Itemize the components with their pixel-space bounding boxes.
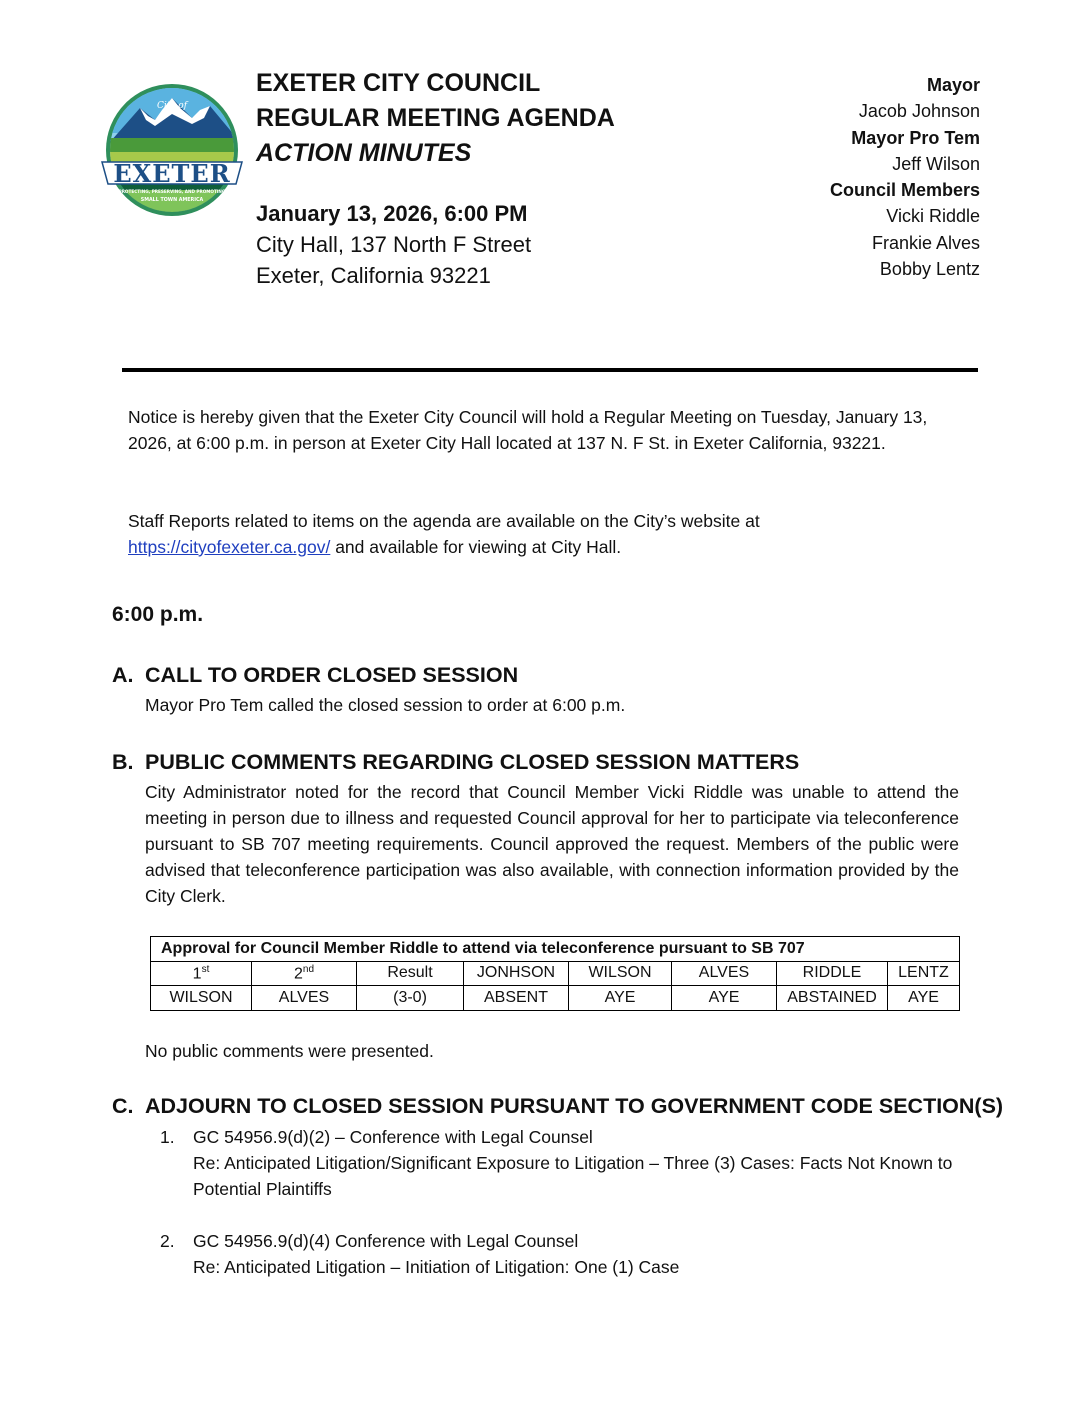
members-label: Council Members — [829, 180, 980, 201]
pro-tem-name: Jeff Wilson — [892, 153, 980, 174]
vote-cell: ALVES — [252, 986, 357, 1011]
vote-cell: WILSON — [151, 986, 252, 1011]
list-item-line: GC 54956.9(d)(4) Conference with Legal Counsel — [193, 1231, 579, 1251]
list-item — [160, 1124, 960, 1202]
section-a-text: Mayor Pro Tem called the closed session to order at 6:00 p.m. — [145, 695, 626, 715]
vote-cell: ABSENT — [464, 986, 569, 1011]
section-title: CALL TO ORDER CLOSED SESSION — [145, 663, 519, 687]
section-b-heading — [112, 750, 799, 775]
title-line-2: REGULAR MEETING AGENDA — [256, 104, 615, 132]
list-item — [160, 1228, 960, 1280]
notice-paragraph: Notice is hereby given that the Exeter City Council will hold a Regular Meeting on Tuesday, January 13, 2026, at 6:00 p.m. in person at Exeter City Hall located at 137 N. F St. in Exeter California, 93221. — [128, 407, 928, 453]
member-name: Bobby Lentz — [879, 259, 980, 280]
vote-cell: AYE — [888, 986, 960, 1011]
city-seal-logo — [100, 80, 245, 220]
mayor-name: Jacob Johnson — [858, 101, 980, 122]
city-website-link[interactable]: https://cityofexeter.ca.gov/ — [128, 537, 331, 557]
meeting-date: January 13, 2026, 6:00 PM — [256, 201, 528, 226]
document-title — [256, 66, 615, 171]
header-first-motion: 1st — [151, 961, 252, 986]
vote-table-row — [151, 986, 960, 1011]
list-item-detail: Re: Anticipated Litigation – Initiation of Litigation: One (1) Case — [193, 1257, 680, 1277]
pro-tem-label: Mayor Pro Tem — [851, 127, 980, 148]
time-heading: 6:00 p.m. — [112, 603, 204, 626]
section-letter: B. — [112, 750, 134, 774]
section-title: ADJOURN TO CLOSED SESSION PURSUANT TO GOVERNMENT CODE SECTION(S) — [145, 1094, 1004, 1118]
vote-cell: AYE — [569, 986, 672, 1011]
list-item-line: GC 54956.9(d)(2) – Conference with Legal Counsel — [193, 1127, 593, 1147]
staff-reports-text: Staff Reports related to items on the agenda are available on the City’s website at — [128, 511, 760, 531]
vote-table-header-row — [151, 961, 960, 986]
staff-reports-paragraph — [128, 508, 958, 560]
logo-exeter: EXETER — [113, 159, 231, 188]
section-letter: C. — [112, 1094, 134, 1118]
header-second-motion: 2nd — [252, 961, 357, 986]
header-cell: JONHSON — [464, 961, 569, 986]
vote-cell: (3-0) — [357, 986, 464, 1011]
section-title: PUBLIC COMMENTS REGARDING CLOSED SESSION MATTERS — [145, 750, 800, 774]
header-cell: WILSON — [569, 961, 672, 986]
council-roster — [830, 72, 980, 282]
logo-city-of: City of — [156, 101, 188, 111]
no-public-comments-text: No public comments were presented. — [145, 1041, 434, 1061]
title-line-1: EXETER CITY COUNCIL — [256, 69, 541, 97]
section-c-heading — [112, 1094, 1003, 1119]
list-item-number: 2. — [160, 1231, 175, 1251]
vote-cell: ABSTAINED — [777, 986, 888, 1011]
vote-table — [150, 936, 960, 1011]
section-letter: A. — [112, 663, 134, 687]
section-b-text: City Administrator noted for the record that Council Member Vicki Riddle was unable to attend the meeting in person due to illness and requested Council approval for her to participate via teleconference pursuant to SB 707 meeting requirements. Council approved the request. Members of the public were advised that teleconference participation was also available, with connection information provided by the City Clerk. — [145, 782, 959, 906]
member-name: Vicki Riddle — [886, 206, 980, 227]
header-divider — [122, 368, 978, 372]
staff-reports-text-end: and available for viewing at City Hall. — [330, 537, 622, 557]
list-item-number: 1. — [160, 1127, 175, 1147]
address-line-1: City Hall, 137 North F Street — [256, 232, 532, 257]
mayor-label: Mayor — [926, 75, 980, 95]
header-cell: LENTZ — [888, 961, 960, 986]
logo-tagline-2: SMALL TOWN AMERICA — [140, 198, 204, 203]
address-line-2: Exeter, California 93221 — [256, 263, 491, 288]
section-a-heading — [112, 663, 518, 688]
header-cell: Result — [357, 961, 464, 986]
vote-cell: AYE — [672, 986, 777, 1011]
vote-table-title: Approval for Council Member Riddle to attend via teleconference pursuant to SB 707 — [151, 937, 960, 962]
meeting-info — [256, 198, 531, 291]
member-name: Frankie Alves — [871, 232, 980, 253]
list-item-detail: Re: Anticipated Litigation/Significant Exposure to Litigation – Three (3) Cases: Facts Not Known to Potential Plaintiffs — [193, 1153, 953, 1199]
logo-tagline-1: PROTECTING, PRESERVING, AND PROMOTING — [118, 189, 226, 194]
header-cell: RIDDLE — [777, 961, 888, 986]
title-line-3: ACTION MINUTES — [256, 139, 472, 167]
header-cell: ALVES — [672, 961, 777, 986]
